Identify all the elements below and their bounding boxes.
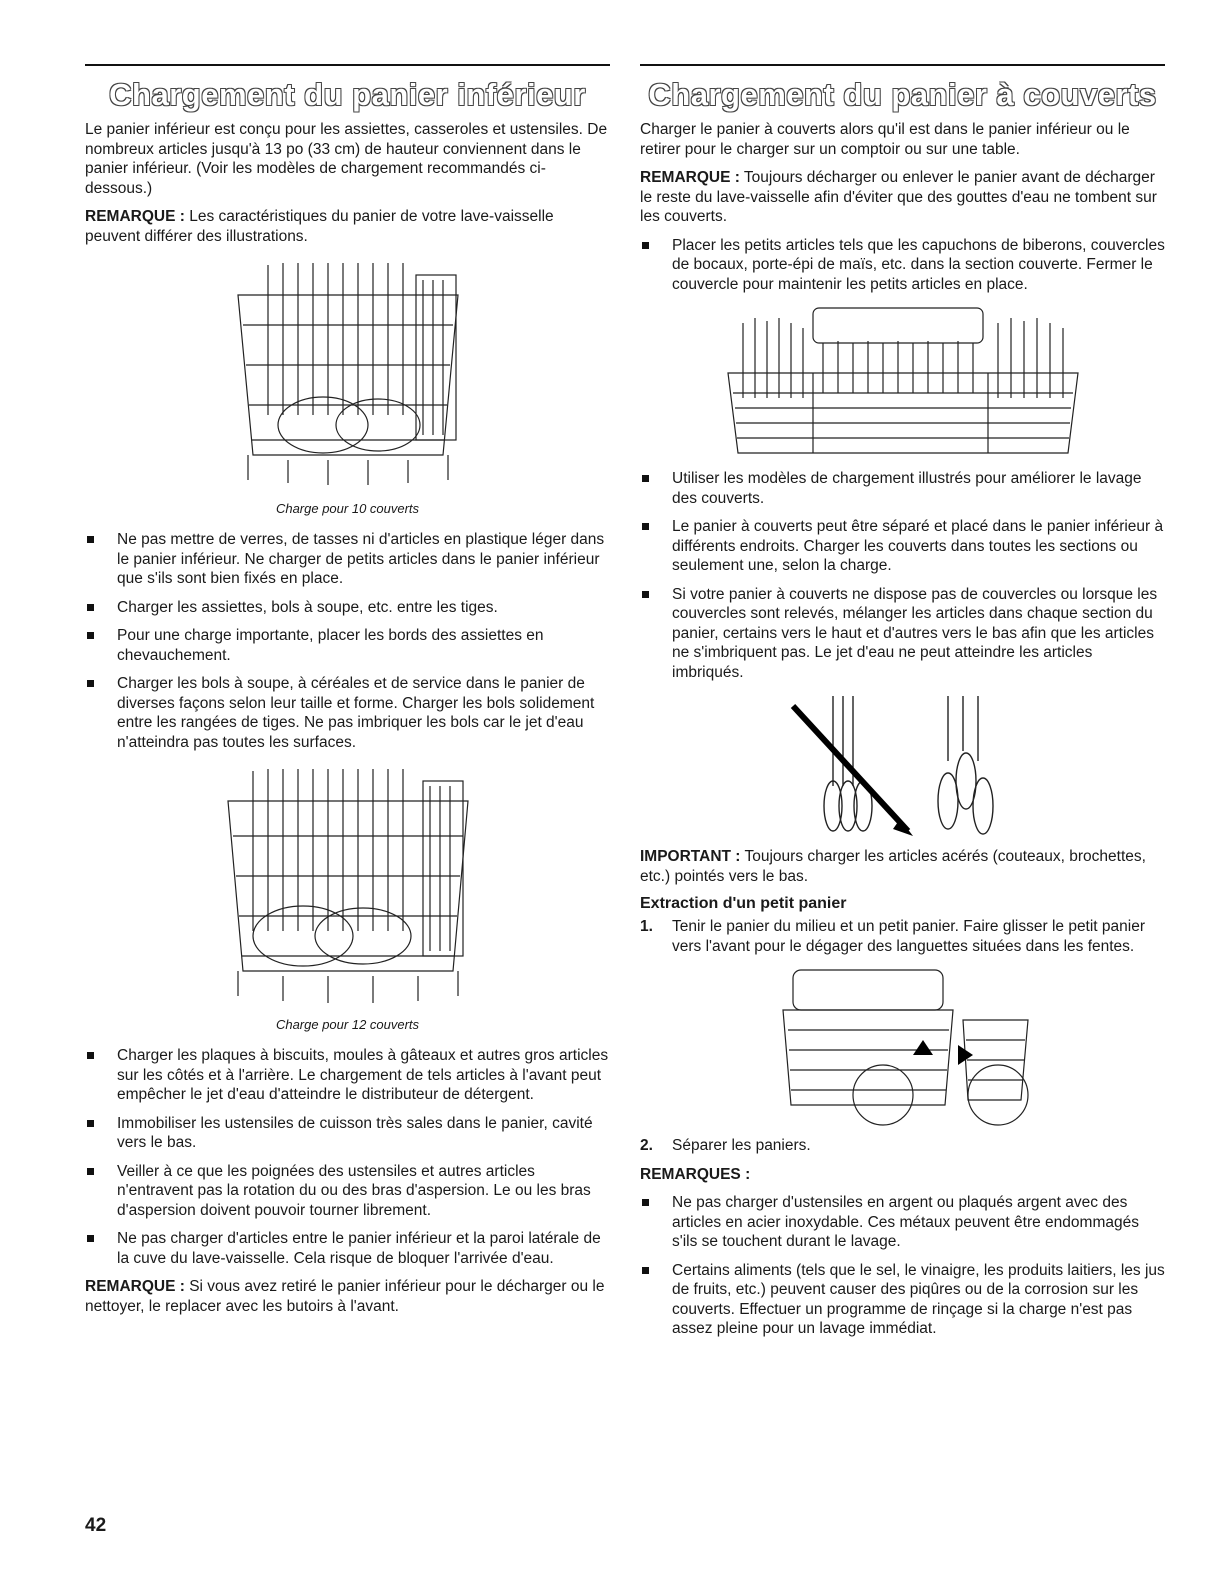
silverware-intro: Charger le panier à couverts alors qu'il est dans le panier inférieur ou le retirer pour le charger sur un comptoir ou sur une table. <box>640 121 1130 158</box>
important-label: IMPORTANT : <box>640 848 741 865</box>
list-item: Charger les bols à soupe, à céréales et de service dans le panier de diverses façons selon leur taille et forme. Charger les bols solidement entre les rangées de tiges. Ne pas imbriquer les bols car le jet d'eau n'atteindra pas toutes les surfaces. <box>85 674 610 752</box>
list-item: Charger les assiettes, bols à soupe, etc. entre les tiges. <box>85 598 610 618</box>
step-2 <box>640 1136 1165 1156</box>
lower-rack-tips-list <box>85 530 610 752</box>
step-number: 1. <box>640 918 653 935</box>
list-item: Immobiliser les ustensiles de cuisson très sales dans le panier, cavité vers le bas. <box>85 1114 610 1153</box>
silverware-tips-list-1 <box>640 236 1165 295</box>
lower-rack-note-2 <box>85 1277 610 1316</box>
list-item: Placer les petits articles tels que les capuchons de biberons, couvercles de bocaux, porte-épi de maïs, etc. dans la section couverte. Fermer le couvercle pour maintenir les petits articles en place. <box>640 236 1165 295</box>
list-item: Ne pas mettre de verres, de tasses ni d'articles en plastique léger dans le panier inférieur. Ne charger de petits articles dans le panier inférieur que s'ils sont bien fixés en place. <box>85 530 610 589</box>
step-number: 2. <box>640 1137 653 1154</box>
step-1 <box>640 917 1165 956</box>
step-text: Tenir le panier du milieu et un petit panier. Faire glisser le petit panier vers l'avant pour le dégager des languettes situées dans les fentes. <box>672 918 1146 955</box>
list-item: Certains aliments (tels que le sel, le vinaigre, les produits laitiers, les jus de fruits, etc.) peuvent causer des piqûres ou de la corrosion sur les couverts. Effectuer un programme de rinçage si la charge n'est pas assez pleine pour un lavage immédiat. <box>640 1261 1165 1339</box>
remove-steps-list-2 <box>640 1136 1165 1156</box>
important-note <box>640 847 1165 886</box>
basket-separation-illustration <box>763 965 1043 1130</box>
list-item: Charger les plaques à biscuits, moules à gâteaux et autres gros articles sur les côtés et à l'arrière. Le chargement de tels articles à l'avant peut empêcher le jet d'eau d'atteindre le distributeur de détergent. <box>85 1046 610 1105</box>
notes-heading <box>640 1165 1165 1185</box>
lower-rack-12-place-illustration <box>218 761 478 1011</box>
silverware-basket-illustration <box>723 303 1083 463</box>
list-item: Pour une charge importante, placer les bords des assiettes en chevauchement. <box>85 626 610 665</box>
list-item: Ne pas charger d'ustensiles en argent ou plaqués argent avec des articles en acier inoxydable. Ces métaux peuvent être endommagés s'ils se touchent durant le lavage. <box>640 1193 1165 1252</box>
list-item: Ne pas charger d'articles entre le panier inférieur et la paroi latérale de la cuve du lave-vaisselle. Cela risque de bloquer l'arrivée d'eau. <box>85 1229 610 1268</box>
right-column <box>640 64 1165 1348</box>
caption-10-place: Charge pour 10 couverts <box>275 501 420 516</box>
mixed-utensils-illustration <box>788 691 1018 841</box>
note-label: REMARQUE : <box>85 208 185 225</box>
step-text: Séparer les paniers. <box>672 1137 811 1154</box>
list-item: Veiller à ce que les poignées des ustensiles et autres articles n'entravent pas la rotation du ou des bras d'aspersion. Le ou les bras d'aspersion doivent pouvoir tourner librement. <box>85 1162 610 1221</box>
lower-rack-intro: Le panier inférieur est conçu pour les assiettes, casseroles et ustensiles. De nombreux articles jusqu'à 13 po (33 cm) de hauteur conviennent dans le panier inférieur. (Voir les modèles de chargement recommandés ci-dessous.) <box>85 121 608 197</box>
remove-steps-list-1 <box>640 917 1165 956</box>
silverware-notes-list <box>640 1193 1165 1339</box>
list-item: Si votre panier à couverts ne dispose pas de couvercles ou lorsque les couvercles sont relevés, mélanger les articles dans chaque section du panier, certains vers le haut et d'autres vers le bas afin que les articles ne s'imbriquent pas. Le jet d'eau ne peut atteindre les articles imbriqués. <box>640 585 1165 683</box>
important-text: Toujours charger les articles acérés (couteaux, brochettes, etc.) pointés vers le bas. <box>640 848 1146 885</box>
list-item: Le panier à couverts peut être séparé et placé dans le panier inférieur à différents endroits. Charger les couverts dans toutes les sections ou seulement une, selon la charge. <box>640 517 1165 576</box>
left-column <box>85 64 610 1325</box>
note-text: Si vous avez retiré le panier inférieur pour le décharger ou le nettoyer, le replacer avec les butoirs à l'avant. <box>85 1278 605 1315</box>
silverware-note <box>640 168 1165 227</box>
lower-rack-title: Chargement du panier inférieur <box>109 77 586 112</box>
notes-label: REMARQUES : <box>640 1165 751 1183</box>
note-label: REMARQUE : <box>85 1278 185 1295</box>
lower-rack-note <box>85 207 610 246</box>
silverware-basket-title: Chargement du panier à couverts <box>648 77 1157 112</box>
caption-12-place: Charge pour 12 couverts <box>275 1017 420 1032</box>
note-text: Les caractéristiques du panier de votre lave-vaisselle peuvent différer des illustrations. <box>85 208 554 245</box>
lower-rack-large-items-list <box>85 1046 610 1268</box>
list-item: Utiliser les modèles de chargement illustrés pour améliorer le lavage des couverts. <box>640 469 1165 508</box>
silverware-tips-list-2 <box>640 469 1165 682</box>
page-number: 42 <box>85 1515 107 1536</box>
remove-small-basket-heading: Extraction d'un petit panier <box>640 895 847 912</box>
section-rule <box>85 64 610 66</box>
section-rule <box>640 64 1165 66</box>
note-label: REMARQUE : <box>640 169 740 186</box>
note-text: Toujours décharger ou enlever le panier avant de décharger le reste du lave-vaisselle afin d'éviter que des gouttes d'eau ne tombent sur les couverts. <box>640 169 1157 225</box>
lower-rack-10-place-illustration <box>228 255 468 495</box>
